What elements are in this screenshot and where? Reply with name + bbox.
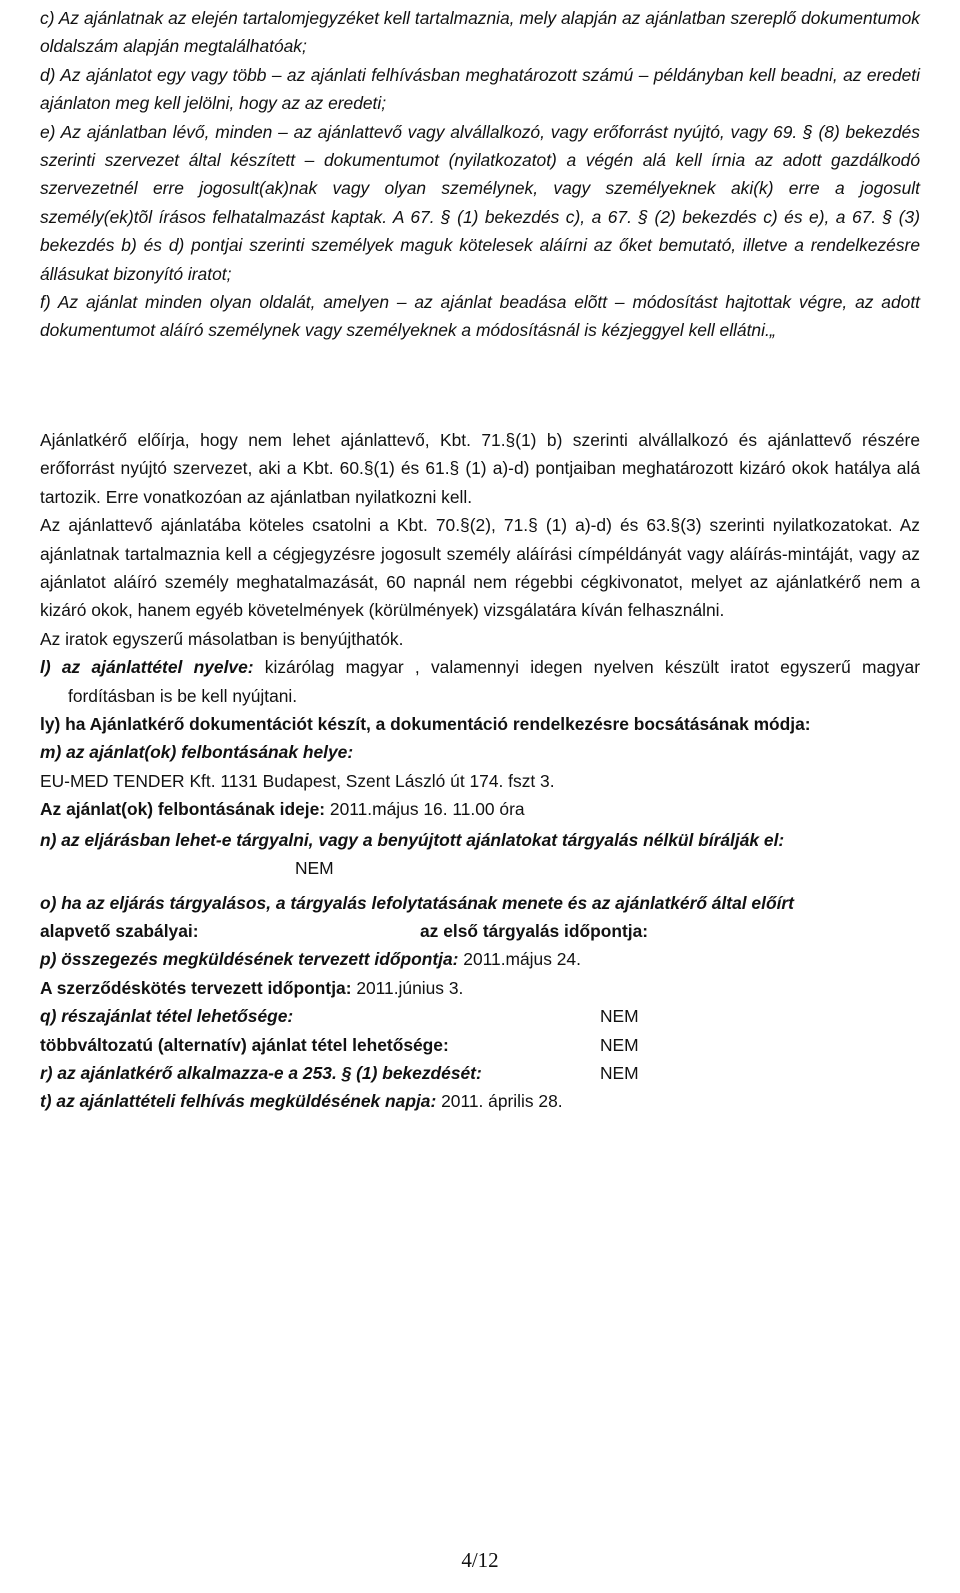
condition-e: e) Az ajánlatban lévő, minden – az ajánlattevő vagy alvállalkozó, vagy erőforrást nyújtó, vagy 69. § (8) bekezdés szerinti szervezet által készített – dokumentumot (nyilatkozatot) a végén alá kell írnia az adott gazdálkodó szervezetnél erre jogosult(ak)nak vagy olyan személynek, vagy személyeknek aki(k) erre a jogosult személy(ek)tõl írásos felhatalmazást kaptak. A 67. § (1) bekezdés c), a 67. § (2) bekezdés c) és e), a 67. § (3) bekezdés b) és d) pontjai szerinti személyek maguk kötelesek aláírni az őket bemutató, illetve a rendelkezésre állásukat bizonyító iratot; [40,121,920,284]
opening-place-label: m) az ajánlat(ok) felbontásának helye: [40,742,354,763]
contract-date-item [40,974,920,1002]
negotiation-label: n) az eljárásban lehet-e tárgyalni, vagy a benyújtott ajánlatokat tárgyalás nélkül bírálják el: [40,829,785,850]
dispatch-date-item [40,1087,920,1115]
summary-date-value: 2011.május 24. [458,949,581,970]
language-text: kizárólag magyar , valamennyi idegen nyelven készült iratot egyszerű magyar fordításban is be kell nyújtani. [68,657,920,706]
contract-date-value: 2011.június 3. [351,977,464,998]
contract-date-label: A szerződéskötés tervezett időpontja: [40,977,352,998]
language-item [40,653,920,710]
page-number: 4/12 [461,1548,499,1572]
negotiation-value: NEM [295,858,334,879]
first-negotiation-date-label: az első tárgyalás időpontja: [420,920,649,941]
summary-date-label: p) összegezés megküldésének tervezett időpontja: [40,949,459,970]
opening-time-value: 2011.május 16. 11.00 óra [325,799,525,820]
main-text-block [40,426,920,1116]
basic-rules-label: alapvető szabályai: [40,920,199,941]
italic-conditions-block [40,4,920,345]
exclusion-paragraph: Ajánlatkérő előírja, hogy nem lehet ajánlattevő, Kbt. 71.§(1) b) szerinti alvállalkozó és ajánlattevő részére erőforrást nyújtó szervezet, aki a Kbt. 60.§(1) és 61.§ (1) a)-d) pontjaiban meghatározott kizáró okok hatálya alá tartozik. Erre vonatkozóan az ajánlatban nyilatkozni kell. [40,430,920,507]
language-label: l) az ajánlattétel nyelve: [40,657,254,678]
condition-c: c) Az ajánlatnak az elején tartalomjegyzéket kell tartalmaznia, mely alapján az ajánlatban szereplő dokumentumok oldalszám alapján megtalálhatóak; [40,8,920,57]
alternative-offer-label: többváltozatú (alternatív) ajánlat tétel lehetősége: [40,1034,449,1055]
copies-paragraph: Az iratok egyszerű másolatban is benyújthatók. [40,628,404,649]
partial-offer-label: q) részajánlat tétel lehetősége: [40,1006,294,1027]
alternative-offer-value: NEM [600,1034,639,1055]
summary-date-item [40,945,920,973]
condition-f: f) Az ajánlat minden olyan oldalát, amelyen – az ajánlat beadása elõtt – módosítást hajtottak végre, az adott dokumentumot aláíró személynek vagy személyeknek a módosításnál is kézjeggyel kell ellátni.„ [40,292,920,341]
section-253-label: r) az ajánlatkérő alkalmazza-e a 253. § (1) bekezdését: [40,1062,482,1083]
section-253-value: NEM [600,1062,639,1083]
documentation-item: ly) ha Ajánlatkérő dokumentációt készít, a dokumentáció rendelkezésre bocsátásának módja: [40,714,811,735]
partial-offer-value: NEM [600,1006,639,1027]
negotiation-rules-sub [40,917,920,945]
attachments-paragraph: Az ajánlattevő ajánlatába köteles csatolni a Kbt. 70.§(2), 71.§ (1) a)-d) és 63.§(3) szerinti nyilatkozatokat. Az ajánlatnak tartalmaznia kell a cégjegyzésre jogosult személy aláírási címpéldányát vagy aláírás-mintáját, vagy az ajánlatot aláíró személy meghatalmazását, 60 napnál nem régebbi cégkivonatot, melyet az ajánlatkérő nem a kizáró okok, hanem egyéb követelmények (körülmények) vizsgálatára kíván felhasználni. [40,515,920,621]
opening-time-item [40,795,920,823]
partial-offer-item [40,1002,920,1030]
section-253-item [40,1059,920,1087]
negotiation-rules-label: o) ha az eljárás tárgyalásos, a tárgyalás lefolytatásának menete és az ajánlatkérő által előírt [40,892,794,913]
opening-place-value: EU-MED TENDER Kft. 1131 Budapest, Szent László út 174. fszt 3. [40,770,555,791]
condition-d: d) Az ajánlatot egy vagy több – az ajánlati felhívásban meghatározott számú – példányban kell beadni, az eredeti ajánlaton meg kell jelölni, hogy az az eredeti; [40,64,920,114]
alternative-offer-item [40,1031,920,1059]
opening-time-label: Az ajánlat(ok) felbontásának ideje: [40,799,326,820]
dispatch-date-value: 2011. április 28. [436,1091,563,1112]
dispatch-date-label: t) az ajánlattételi felhívás megküldésének napja: [40,1091,437,1112]
